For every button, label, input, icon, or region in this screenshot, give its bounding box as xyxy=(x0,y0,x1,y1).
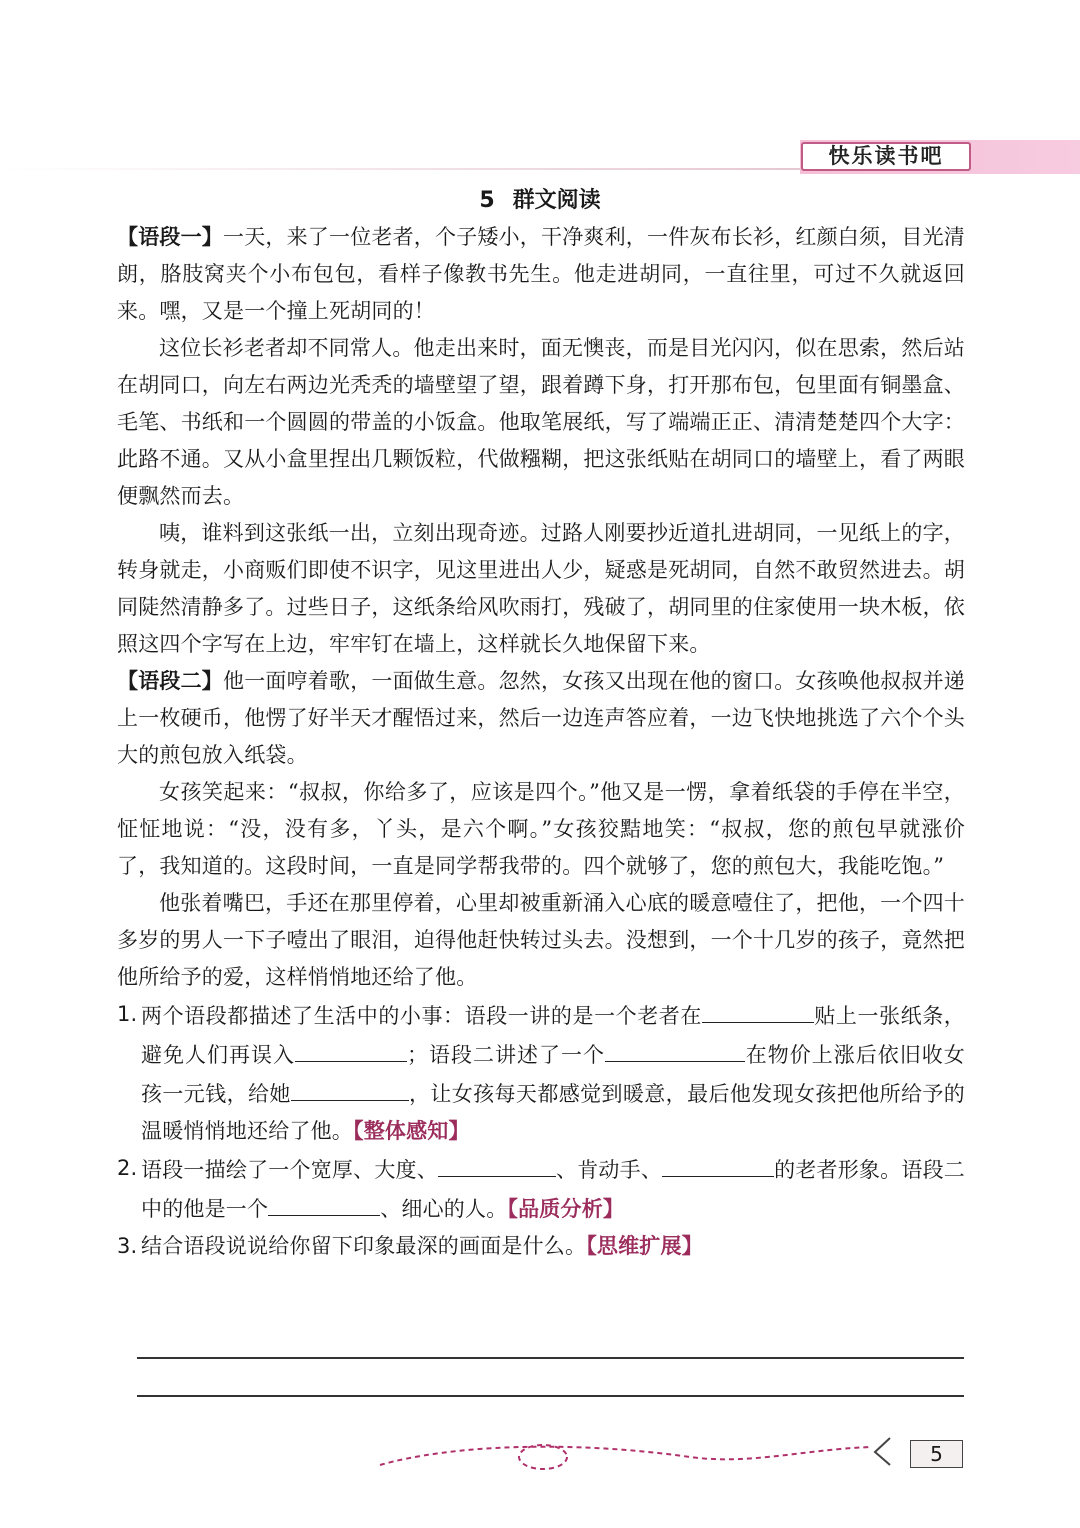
passage-text: 他张着嘴巴，手还在那里停着，心里却被重新涌入心底的暖意噎住了，把他，一个四十多岁的男人一下子噎出了眼泪，迫得他赶快转过头去。没想到，一个十几岁的孩子，竟然把他所给予的爱，这样悄悄地还给了他。 xyxy=(117,891,965,989)
passage-2-para-2 xyxy=(117,774,965,885)
passage-text: 咦，谁料到这张纸一出，立刻出现奇迹。过路人刚要抄近道扎进胡同，一见纸上的字，转身就走，小商贩们即使不识字，见这里进出人少，疑惑是死胡同，自然不敢贸然进去。胡同陡然清静多了。过些日子，这纸条给风吹雨打，残破了，胡同里的住家使用一块木板，依照这四个字写在上边，牢牢钉在墙上，这样就长久地保留下来。 xyxy=(117,521,965,656)
header-label: 快乐读书吧 xyxy=(801,142,971,171)
page-arrow-icon xyxy=(875,1438,890,1465)
question-number: 1. xyxy=(117,1002,138,1026)
question-1 xyxy=(117,996,965,1150)
answer-blank[interactable] xyxy=(662,1150,774,1177)
question-body xyxy=(141,1150,965,1228)
passage-text: 他一面哼着歌，一面做生意。忽然，女孩又出现在他的窗口。女孩唤他叔叔并递上一枚硬币，他愣了好半天才醒悟过来，然后一边连声答应着，一边飞快地挑选了六个个头大的煎包放入纸袋。 xyxy=(117,669,965,767)
section-title xyxy=(0,183,1080,214)
footer-dashed-curve xyxy=(380,1447,870,1465)
question-text: ，让女孩每天都感觉到暖意，最后他发现女孩把他所给予的温暖悄悄地还给了他。 xyxy=(141,1082,965,1143)
answer-line[interactable] xyxy=(137,1395,964,1397)
passage-text: 这位长衫老者却不同常人。他走出来时，面无懊丧，而是目光闪闪，似在思索，然后站在胡同口，向左右两边光秃秃的墙壁望了望，跟着蹲下身，打开那布包，包里面有铜墨盒、毛笔、书纸和一个圆圆的带盖的小饭盒。他取笔展纸，写了端端正正、清清楚楚四个大字：此路不通。又从小盒里捏出几颗饭粒，代做糨糊，把这张纸贴在胡同口的墙壁上，看了两眼便飘然而去。 xyxy=(117,336,965,508)
answer-blank[interactable] xyxy=(295,1035,407,1062)
answer-blank[interactable] xyxy=(291,1074,409,1101)
question-text: 贴上一张纸条，避免人们再误入 xyxy=(141,1004,965,1067)
passage-label: 【语段一】 xyxy=(117,225,223,249)
question-text: 两个语段都描述了生活中的小事：语段一讲的是一个老者在 xyxy=(141,1004,702,1028)
question-3 xyxy=(117,1228,965,1265)
question-text: ；语段二讲述了一个 xyxy=(407,1043,605,1067)
question-tag: 【整体感知】 xyxy=(353,1119,470,1143)
question-text: 结合语段说说给你留下印象最深的画面是什么。 xyxy=(141,1234,587,1258)
question-2 xyxy=(117,1150,965,1228)
question-body xyxy=(141,996,965,1150)
question-text: 语段一描绘了一个宽厚、大度、 xyxy=(141,1158,438,1182)
question-text: 的老者形象。语段二中的他是一个 xyxy=(141,1158,965,1221)
footer-ornament xyxy=(370,1425,910,1475)
reading-content xyxy=(117,219,965,1265)
passage-1-para-3 xyxy=(117,515,965,663)
header-rule xyxy=(0,168,800,170)
footer-dashed-loop xyxy=(519,1445,567,1469)
answer-line[interactable] xyxy=(137,1357,964,1359)
section-title-text: 群文阅读 xyxy=(512,188,601,213)
question-number: 3. xyxy=(117,1234,138,1258)
question-tag: 【思维扩展】 xyxy=(586,1234,703,1258)
question-body xyxy=(141,1228,965,1265)
question-tag: 【品质分析】 xyxy=(507,1197,625,1221)
passage-2-para-1 xyxy=(117,663,965,774)
passage-text: 女孩笑起来：“叔叔，你给多了，应该是四个。”他又是一愣，拿着纸袋的手停在半空，怔怔地说：“没，没有多，丫头，是六个啊。”女孩狡黠地笑：“叔叔，您的煎包早就涨价了，我知道的。这段时间，一直是同学帮我带的。四个就够了，您的煎包大，我能吃饱。” xyxy=(117,780,965,878)
passage-label: 【语段二】 xyxy=(117,669,223,693)
question-text: 在物价上涨后依旧收女孩一元钱，给她 xyxy=(141,1043,965,1106)
section-number: 5 xyxy=(479,188,495,213)
passage-1-para-1 xyxy=(117,219,965,330)
answer-blank[interactable] xyxy=(268,1189,380,1216)
top-margin xyxy=(0,0,1080,140)
answer-blank[interactable] xyxy=(438,1150,556,1177)
question-text: 、细心的人。 xyxy=(380,1197,508,1221)
passage-1-para-2 xyxy=(117,330,965,515)
question-number: 2. xyxy=(117,1156,138,1180)
answer-blank[interactable] xyxy=(605,1035,745,1062)
page-number: 5 xyxy=(910,1440,963,1468)
answer-blank[interactable] xyxy=(702,996,814,1023)
question-text: 、肯动手、 xyxy=(555,1158,663,1182)
passage-2-para-3 xyxy=(117,885,965,996)
passage-text: 一天，来了一位老者，个子矮小，干净爽利，一件灰布长衫，红颜白须，目光清朗，胳肢窝夹个小布包包，看样子像教书先生。他走进胡同，一直往里，可过不久就返回来。嘿，又是一个撞上死胡同的！ xyxy=(117,225,965,323)
questions xyxy=(117,996,965,1265)
